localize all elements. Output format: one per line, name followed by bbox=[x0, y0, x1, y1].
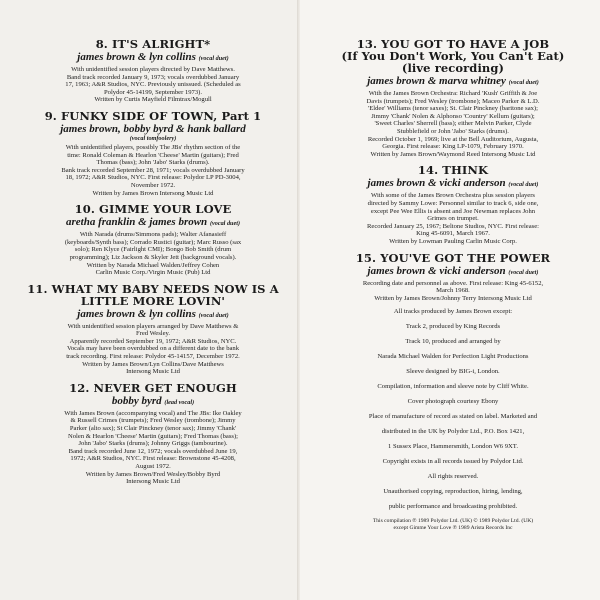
track-role: (vocal duet) bbox=[198, 311, 229, 319]
note-line: Written by James Brown Intersong Music Ltd bbox=[92, 189, 214, 197]
note-line: November 1972. bbox=[130, 181, 176, 189]
track-artist bbox=[312, 75, 594, 89]
track-notes bbox=[8, 66, 298, 104]
credit-line: Track 2, produced by King Records bbox=[405, 323, 501, 331]
track-notes bbox=[312, 280, 594, 303]
track-title: 9. FUNKY SIDE OF TOWN, Part 1 bbox=[44, 108, 262, 123]
copyright-line: except Gimme Your Love ℗ 1989 Arista Records Inc bbox=[393, 525, 513, 532]
credit-line: 1 Sussex Place, Hammersmith, London W6 9XT. bbox=[388, 443, 518, 451]
note-line: Written by Curtis Mayfield Filmtrax/Mogull bbox=[94, 96, 212, 104]
track-artist bbox=[8, 308, 298, 322]
note-line: 17, 1963; A&R Studios, NYC. Previously unissued. (Scheduled as bbox=[65, 81, 241, 89]
track-notes bbox=[8, 410, 298, 486]
track-notes bbox=[8, 323, 298, 376]
track-role: (lead vocal) bbox=[164, 398, 195, 406]
credit-line: All tracks produced by James Brown except: bbox=[393, 308, 513, 316]
artist-name: james brown, bobby byrd & hank ballard bbox=[60, 122, 246, 135]
note-line: track recording. First release: Polydor 45-14157, December 1972. bbox=[66, 353, 240, 361]
note-line: John 'Jabo' Starks (drums); Johnny Griggs (tambourine). bbox=[78, 440, 228, 448]
note-line: Band track recorded January 9, 1973; vocals overdubbed January bbox=[66, 73, 240, 81]
track-entry bbox=[312, 164, 594, 245]
note-line: Apparently recorded September 19, 1972; A&R Studios, NYC. bbox=[69, 337, 237, 345]
note-line: Jimmy 'Chank' Nolen & Alphonso 'Country' Kellum (guitars); bbox=[371, 112, 535, 120]
right-page bbox=[300, 0, 600, 600]
track-notes bbox=[312, 90, 594, 158]
track-notes bbox=[312, 192, 594, 245]
artist-name: aretha franklin & james brown bbox=[65, 216, 208, 229]
track-role: (vocal tomfoolery) bbox=[129, 134, 177, 142]
credit-line: Place of manufacture of record as stated on label. Marketed and bbox=[368, 413, 538, 421]
track-title: 12. NEVER GET ENOUGH bbox=[69, 380, 237, 395]
credit-line: Sleeve designed by BIG-i, London. bbox=[406, 368, 500, 376]
right-tracks bbox=[312, 38, 594, 302]
note-line: King 45-6091, March 1967. bbox=[416, 230, 490, 238]
note-line: 1972; A&R Studios, NYC. First release: Brownstone 45-4208, bbox=[70, 455, 236, 463]
note-line: Thomas (bass); John 'Jabo' Starks (drums). bbox=[96, 159, 210, 167]
note-line: March 1968. bbox=[436, 287, 470, 295]
note-line: time: Ronald Coleman & Hearlon 'Cheese' Martin (guitars); Fred bbox=[67, 151, 239, 159]
track-title: 10. GIMME YOUR LOVE bbox=[74, 202, 232, 217]
note-line: Written by James Brown/Waymond Reed Intersong Music Ltd bbox=[370, 150, 536, 158]
track-subtitle: (live recording) bbox=[401, 61, 505, 75]
credit-line: Cover photograph courtesy Ebony bbox=[407, 398, 499, 406]
note-line: Recording date and personnel as above. First release: King 45-6152, bbox=[362, 279, 544, 287]
track-role: (vocal duet) bbox=[508, 268, 539, 276]
track-entry bbox=[8, 382, 298, 486]
note-line: Intersong Music Ltd bbox=[126, 478, 180, 486]
note-line: With unidentified session players directed by Dave Matthews. bbox=[71, 66, 235, 73]
track-role: (vocal duet) bbox=[209, 220, 241, 228]
note-line: 18, 1972; A&R Studios, NYC. First release: Polydor LP PD-3004, bbox=[65, 174, 241, 182]
artist-name: james brown & marva whitney bbox=[367, 75, 506, 87]
credits-block bbox=[312, 308, 594, 510]
note-line: directed by Sammy Lowe: Personnel similar to track 6, side one, bbox=[367, 199, 539, 207]
note-line: Recorded January 25, 1967; Beltone Studios, NYC. First release: bbox=[367, 222, 539, 230]
track-artist bbox=[8, 123, 298, 135]
track-notes bbox=[8, 231, 298, 277]
track-notes bbox=[8, 144, 298, 197]
track-role: (vocal duet) bbox=[508, 79, 539, 86]
note-line: except Pee Wee Ellis is absent and Joe Newman replaces John bbox=[370, 207, 536, 215]
note-line: Vocals may have been overdubbed on a different date to the bank bbox=[66, 345, 240, 353]
note-line: Parker (alto sax); St Clair Pinckney (tenor sax); Jimmy 'Chank' bbox=[69, 425, 237, 433]
credit-line: Compilation, information and sleeve note by Cliff White. bbox=[377, 383, 529, 391]
note-line: Polydor 45-14199, September 1973). bbox=[104, 88, 202, 96]
track-artist bbox=[8, 51, 298, 65]
artist-name: james brown & lyn collins bbox=[77, 307, 196, 320]
track-entry bbox=[8, 38, 298, 104]
compilation-notice bbox=[312, 518, 594, 532]
artist-name: bobby byrd bbox=[111, 394, 162, 407]
note-line: Grimes on trumpet. bbox=[427, 215, 479, 223]
credit-line: Unauthorised copying, reproduction, hiring, lending, bbox=[383, 488, 523, 496]
note-line: With unidentified session players arranged by Dave Matthews & bbox=[67, 322, 239, 330]
credit-line: distributed in the UK by Polydor Ltd., P.O. Box 1421, bbox=[381, 428, 525, 436]
note-line: With the James Brown Orchestra: Richard 'Kush' Griffith & Joe bbox=[368, 90, 538, 97]
credit-line: All rights reserved. bbox=[427, 473, 479, 481]
note-line: Written by James Brown/Johnny Terry Intersong Music Ltd bbox=[374, 294, 532, 302]
note-line: With some of the James Brown Orchestra plus session players bbox=[371, 192, 535, 200]
note-line: Nolen & Hearlon 'Cheese' Martin (guitars); Fred Thomas (bass); bbox=[68, 432, 238, 440]
note-line: Stubblefield or John 'Jabo' Starks (drums). bbox=[397, 127, 509, 135]
track-title: 11. WHAT MY BABY NEEDS NOW IS A LITTLE MORE LOVIN' bbox=[27, 281, 279, 308]
note-line: With James Brown (accompanying vocal) and The JBs: Ike Oakley bbox=[64, 409, 242, 417]
track-artist bbox=[312, 177, 594, 191]
track-role: (vocal duet) bbox=[508, 181, 539, 189]
artist-name: james brown & vicki anderson bbox=[367, 264, 506, 277]
track-title: 15. YOU'VE GOT THE POWER bbox=[355, 250, 551, 265]
note-line: With Narada (drums/Simmons pads); Walter Afanasieff bbox=[79, 231, 227, 239]
copyright-line: This compilation ℗ 1989 Polydor Ltd. (UK) © 1989 Polydor Ltd. (UK) bbox=[372, 518, 534, 525]
track-artist bbox=[312, 265, 594, 279]
note-line: August 1972. bbox=[135, 463, 171, 470]
track-entry bbox=[312, 252, 594, 303]
artist-name: james brown & lyn collins bbox=[77, 51, 196, 63]
note-line: solo); Ren Klyce (Fairlight CMI); Bongo Bob Smith (drum bbox=[74, 246, 232, 254]
track-artist bbox=[8, 216, 298, 230]
note-line: Recorded October 1, 1969; live at the Bell Auditorium, Augusta, bbox=[367, 135, 539, 143]
note-line: (keyboards/Synth bass); Corrado Rustici (guitar); Marc Russo (sax bbox=[64, 238, 242, 246]
track-entry bbox=[8, 283, 298, 376]
track-title: 14. THINK bbox=[417, 163, 489, 178]
note-line: Written by Narada Michael Walden/Jeffrey Cohen bbox=[86, 261, 220, 269]
track-title: 13. YOU GOT TO HAVE A JOB bbox=[356, 37, 550, 51]
note-line: Davis (trumpets); Fred Wesley (trombone); Maceo Parker & L.D. bbox=[366, 97, 540, 105]
note-line: 'Eldee' Williams (tenor saxes); St. Clair Pinckney (baritone sax); bbox=[368, 105, 538, 113]
credit-line: Track 10, produced and arranged by bbox=[405, 338, 501, 346]
track-artist bbox=[8, 395, 298, 409]
note-line: Bank track recorded September 28, 1971; vocals overdubbed January bbox=[61, 166, 245, 174]
note-line: Written by Lowman Pauling Carlin Music Corp. bbox=[389, 237, 517, 245]
note-line: 'Sweet Charles' Sherrell (bass); either Melvin Parker, Clyde bbox=[374, 120, 532, 128]
note-line: Written by James Brown/Fred Wesley/Bobby Byrd bbox=[85, 470, 221, 478]
track-title: 8. IT'S ALRIGHT* bbox=[95, 37, 211, 51]
note-line: Carlin Music Corp./Virgin Music (Pub) Ltd bbox=[95, 269, 211, 277]
note-line: Band track recorded June 12, 1972; vocals overdubbed June 19, bbox=[68, 447, 238, 455]
note-line: programming); Liz Jackson & Skyler Jett (background vocals). bbox=[69, 253, 237, 261]
note-line: Fred Wesley. bbox=[135, 330, 171, 338]
credit-line: Copyright exists in all records issued by Polydor Ltd. bbox=[382, 458, 524, 466]
artist-name: james brown & vicki anderson bbox=[367, 177, 506, 190]
note-line: Intersong Music Ltd bbox=[126, 368, 180, 376]
track-role: (vocal duet) bbox=[198, 55, 229, 62]
note-line: & Russell Crimes (trumpets); Fred Wesley (trombone); Jimmy bbox=[70, 417, 236, 425]
note-line: With unidentified players, possibly The JBs' rhythm section of the bbox=[65, 143, 241, 151]
credit-line: Narada Michael Walden for Perfection Light Productions bbox=[377, 353, 529, 361]
track-subtitle: (If You Don't Work, You Can't Eat) bbox=[341, 49, 565, 63]
track-entry bbox=[8, 110, 298, 197]
track-entry bbox=[8, 203, 298, 277]
credit-line: public performance and broadcasting prohibited. bbox=[388, 503, 518, 511]
note-line: Written by James Brown/Lyn Collins/Dave Matthews bbox=[82, 360, 224, 368]
track-entry bbox=[312, 38, 594, 158]
note-line: Georgia. First release: King LP-1079, February 1970. bbox=[382, 143, 524, 151]
